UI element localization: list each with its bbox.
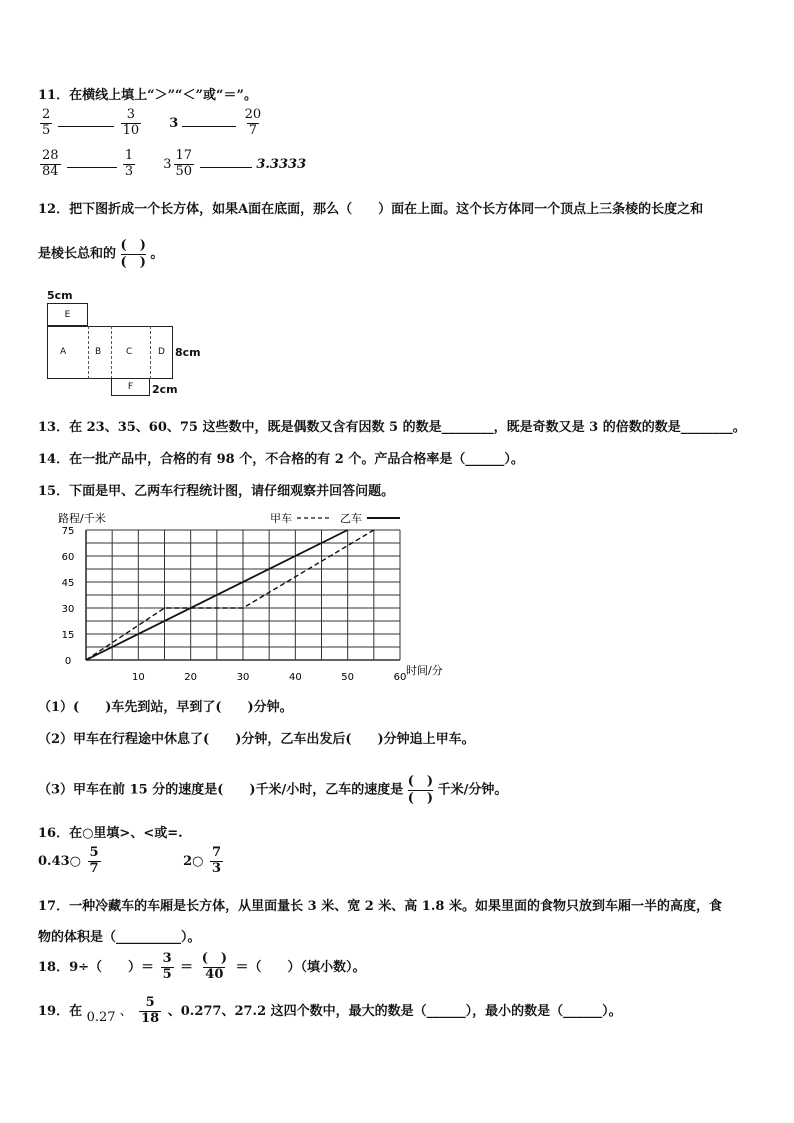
answer-blank[interactable] — [58, 114, 114, 127]
denominator: 40 — [205, 966, 224, 982]
q11-decimal: 3.3333 — [256, 156, 307, 172]
q11-row1 — [38, 108, 265, 139]
q12-answer-fraction[interactable] — [121, 238, 146, 270]
fold-line — [111, 326, 112, 379]
net-label-5cm: 5cm — [47, 289, 73, 302]
fraction-part — [174, 149, 195, 180]
numerator-blank[interactable]: ( ) — [407, 774, 434, 789]
q15-answer-fraction[interactable] — [408, 774, 433, 806]
face-label: F — [127, 382, 134, 392]
y-tick-label: 60 — [61, 552, 75, 563]
q11-number-3: 3 — [169, 115, 179, 131]
net-label-8cm: 8cm — [175, 346, 201, 359]
sub3-suffix: 千米/分钟。 — [437, 782, 508, 798]
net-face-d: D — [158, 347, 165, 357]
q17-line1: 17．一种冷藏车的车厢是长方体，从里面量长 3 米、宽 2 米、高 1.8 米。如果里面的食物只放到车厢一半的高度，食 — [38, 899, 722, 914]
q11-frac-28-84 — [40, 149, 61, 180]
y-tick-label: 30 — [61, 604, 75, 615]
numerator: 5 — [89, 845, 99, 860]
q19-frac-5-18 — [139, 996, 161, 1027]
denominator-blank[interactable]: ( ) — [120, 254, 146, 270]
net-face-e — [47, 303, 88, 326]
q11-frac-1-3 — [123, 149, 135, 180]
cuboid-net-diagram — [44, 288, 224, 398]
q12-prefix: 是棱长总和的 — [38, 246, 117, 262]
q12-line1: 12．把下图折成一个长方体，如果A面在底面，那么（ ）面在上面。这个长方体同一个顶点上三条棱的长度之和 — [38, 202, 704, 217]
x-tick-label: 60 — [393, 672, 407, 683]
legend-jia-label: 甲车 — [270, 512, 292, 525]
q15-title: 15．下面是甲、乙两车行程统计图，请仔细观察并回答问题。 — [38, 484, 395, 499]
legend-yi-label: 乙车 — [340, 512, 362, 525]
denominator: 3 — [124, 163, 134, 179]
answer-blank[interactable] — [182, 114, 236, 127]
q11-frac-20-7 — [243, 108, 264, 139]
q12-suffix: 。 — [150, 246, 164, 262]
denominator: 84 — [42, 163, 59, 179]
travel-line-chart — [38, 504, 468, 694]
numerator: 1 — [124, 148, 134, 163]
q19-line: 19．在 0.27 、 $\frac{5}{18}$ 、0.277、27.2 这四个数中，最大的数是（______），最小的数是（______）。 — [38, 995, 622, 1026]
x-tick-label: 40 — [288, 672, 302, 683]
q18-suffix: ＝（ ）（填小数）。 — [235, 959, 366, 975]
q11-frac-2-5 — [40, 108, 52, 139]
q13-text: 13．在 23、35、60、75 这些数中，既是偶数又含有因数 5 的数是________，既是奇数又是 3 的倍数的数是________。 — [38, 420, 746, 435]
q16-title: 16．在○里填>、<或=. — [38, 826, 183, 841]
q17-line2: 物的体积是（__________）。 — [38, 930, 201, 945]
numerator: 28 — [42, 148, 59, 163]
numerator-blank[interactable]: ( ) — [120, 238, 146, 253]
y-tick-label: 15 — [61, 630, 75, 641]
q18-frac-blank-40[interactable] — [200, 952, 229, 983]
x-tick-label: 10 — [131, 672, 145, 683]
answer-blank[interactable] — [67, 155, 117, 168]
q14-text: 14．在一批产品中，合格的有 98 个，不合格的有 2 个。产品合格率是（______）。 — [38, 452, 524, 467]
q18-line — [38, 952, 366, 983]
q15-sub2: （2）甲车在行程途中休息了( )分钟，乙车出发后( )分钟追上甲车。 — [38, 732, 475, 747]
net-face-c: C — [126, 347, 133, 357]
denominator: 7 — [248, 122, 257, 138]
net-face-b: B — [95, 347, 102, 357]
numerator: 3 — [162, 951, 172, 966]
net-face-a: A — [60, 347, 67, 357]
net-label-2cm: 2cm — [152, 383, 178, 396]
x-tick-label: 50 — [341, 672, 355, 683]
q11-mixed-number — [163, 149, 196, 180]
q16-items — [38, 846, 225, 877]
q15-sub3 — [38, 774, 507, 806]
numerator: 5 — [145, 995, 155, 1010]
face-label: E — [64, 309, 71, 320]
q11-frac-3-10 — [121, 108, 142, 139]
equals-sign: ＝ — [180, 959, 194, 975]
q11-title: 11．在横线上填上“＞”“＜”或“＝”。 — [38, 88, 257, 103]
net-face-f — [111, 378, 150, 396]
numerator: 2 — [42, 107, 51, 122]
numerator: 3 — [126, 107, 135, 122]
q19-repeating-decimal: 0.27 — [86, 1009, 116, 1025]
q18-prefix: 18．9÷（ ）＝ — [38, 959, 155, 975]
denominator: 50 — [175, 163, 193, 179]
x-tick-label: 20 — [184, 672, 198, 683]
denominator: 3 — [212, 860, 222, 876]
q11-row2 — [38, 149, 306, 180]
q19-rest: 、0.277、27.2 这四个数中，最大的数是（______），最小的数是（______）。 — [167, 1003, 622, 1019]
x-tick-label: 30 — [236, 672, 250, 683]
sub3-prefix: （3）甲车在前 15 分的速度是( )千米/小时，乙车的速度是 — [38, 782, 404, 798]
numerator-blank[interactable]: ( ) — [201, 951, 227, 966]
chart-grid — [86, 530, 400, 660]
fold-line — [88, 326, 89, 379]
y-tick-label: 0 — [64, 656, 72, 667]
y-tick-label: 45 — [61, 578, 75, 589]
denominator-blank[interactable]: ( ) — [407, 790, 434, 806]
q16-frac-7-3 — [210, 846, 223, 877]
whole-part: 3 — [163, 156, 172, 172]
fold-line — [150, 326, 151, 379]
chart-legend — [270, 512, 400, 525]
numerator: 20 — [244, 107, 262, 122]
denominator: 5 — [162, 966, 172, 982]
y-axis-title: 路程/千米 — [58, 512, 106, 525]
q15-sub1: （1）( )车先到站，早到了( )分钟。 — [38, 700, 293, 715]
numerator: 7 — [212, 845, 222, 860]
q18-frac-3-5 — [161, 952, 174, 983]
q16-left-b: 2○ — [183, 853, 204, 869]
q16-left-a: 0.43○ — [38, 853, 82, 869]
denominator: 5 — [42, 122, 51, 138]
denominator: 7 — [89, 860, 99, 876]
numerator: 17 — [175, 148, 193, 163]
answer-blank[interactable] — [200, 155, 252, 168]
denominator: 18 — [141, 1010, 160, 1026]
q16-frac-5-7 — [88, 846, 101, 877]
x-axis-title: 时间/分 — [406, 664, 443, 677]
denominator: 10 — [122, 122, 140, 138]
q12-line2 — [38, 238, 163, 270]
q19-prefix: 19．在 — [38, 1003, 83, 1019]
y-tick-label: 75 — [61, 526, 75, 537]
